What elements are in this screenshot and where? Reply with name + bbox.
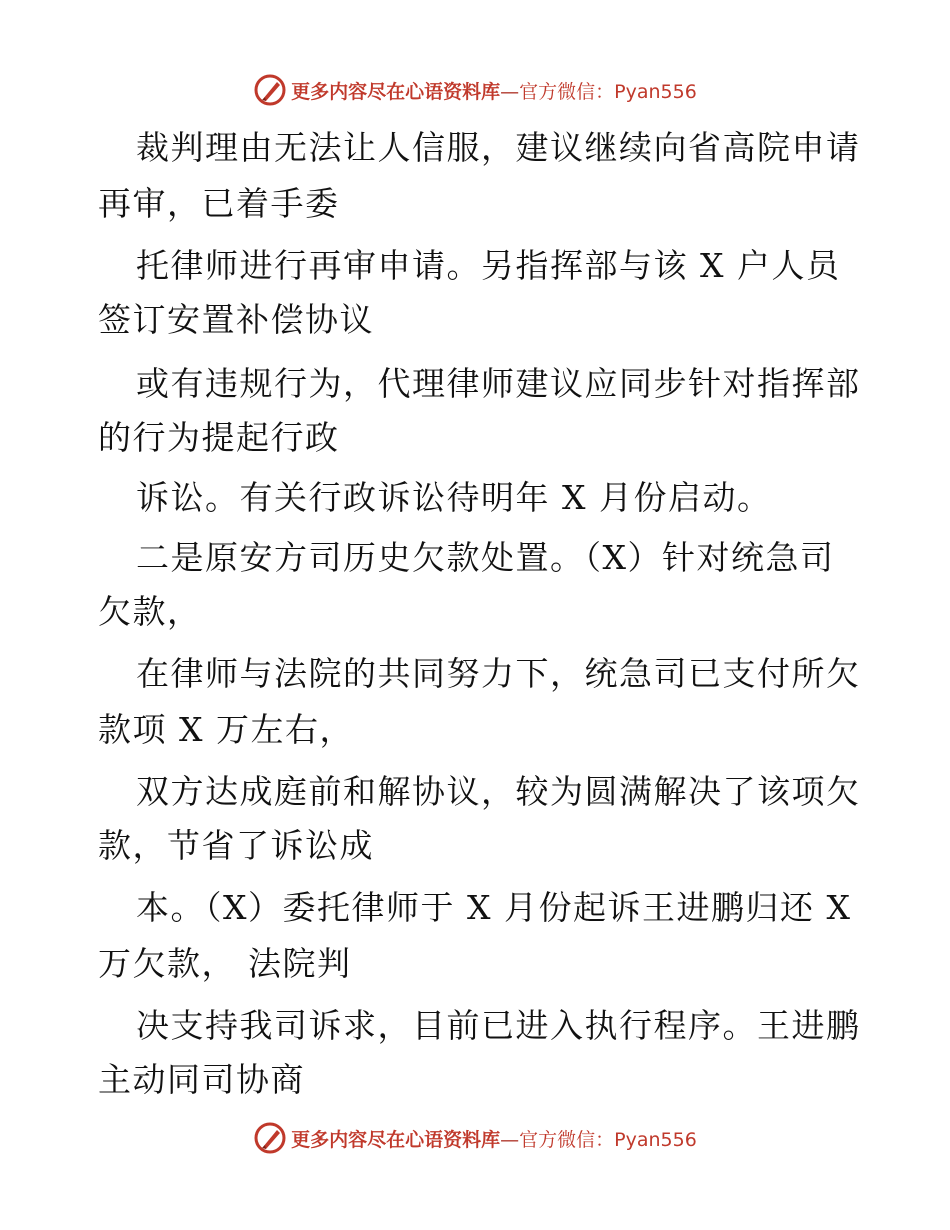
body-line: 或有违规行为，代理律师建议应同步针对指挥部	[136, 364, 861, 403]
body-line: 款项 X 万左右，	[98, 710, 354, 749]
footer-wechat-text: 官方微信：Pyan556	[519, 1128, 697, 1151]
header-site-text: 更多内容尽在心语资料库	[291, 80, 501, 103]
body-line: 诉讼。有关行政诉讼待明年 X 月份启动。	[136, 478, 772, 517]
quill-pen-logo-icon	[253, 1121, 287, 1155]
header-wechat-text: 官方微信：Pyan556	[519, 80, 697, 103]
body-line: 决支持我司诉求，目前已进入执行程序。王进鹏	[136, 1006, 861, 1045]
body-line: 主动同司协商	[98, 1060, 305, 1099]
body-line: 托律师进行再审申请。另指挥部与该 X 户人员	[136, 246, 841, 285]
body-line: 裁判理由无法让人信服，建议继续向省高院申请	[136, 128, 861, 167]
footer-dash: —	[500, 1128, 520, 1151]
header-banner-text	[291, 77, 697, 104]
body-line: 签订安置补偿协议	[98, 300, 374, 339]
footer-banner-text	[291, 1125, 697, 1152]
header-dash: —	[500, 80, 520, 103]
body-line: 在律师与法院的共同努力下，统急司已支付所欠	[136, 654, 861, 693]
body-line: 款，节省了诉讼成	[98, 826, 374, 865]
body-line: 的行为提起行政	[98, 418, 340, 457]
body-line: 欠款，	[98, 592, 202, 631]
quill-pen-logo-icon	[253, 73, 287, 107]
footer-banner	[0, 1118, 950, 1158]
footer-site-text: 更多内容尽在心语资料库	[291, 1128, 501, 1151]
body-line: 万欠款， 法院判	[98, 944, 352, 983]
header-banner	[0, 70, 950, 110]
body-line: 再审，已着手委	[98, 184, 340, 223]
body-line: 本。（X）委托律师于 X 月份起诉王进鹏归还 X	[136, 888, 852, 927]
body-line: 双方达成庭前和解协议，较为圆满解决了该项欠	[136, 772, 861, 811]
body-line: 二是原安方司历史欠款处置。（X）针对统急司	[136, 538, 835, 577]
